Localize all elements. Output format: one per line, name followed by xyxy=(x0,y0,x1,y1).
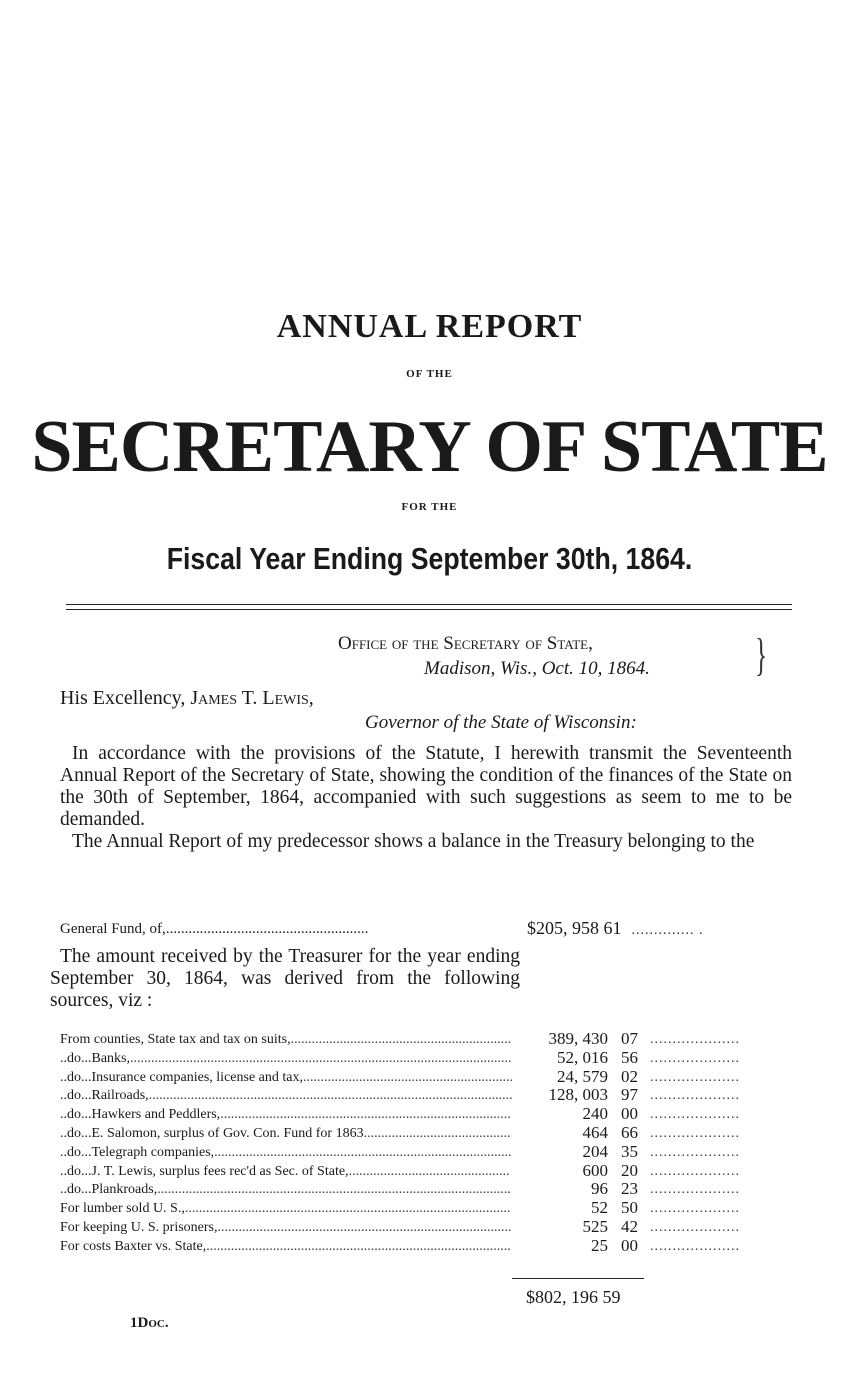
leader-dots: .................... xyxy=(650,1088,740,1104)
leader-dots: ............................................................ xyxy=(302,1069,513,1085)
receipt-cents: 35 xyxy=(621,1141,638,1161)
addressee-title: Governor of the State of Wisconsin: xyxy=(365,712,637,733)
receipt-dollars: 204 xyxy=(582,1141,608,1161)
receipt-cents: 23 xyxy=(621,1179,638,1199)
receipt-dollars: 24, 579 xyxy=(557,1066,608,1086)
leader-dots: .................... xyxy=(650,1032,740,1047)
receipt-amount xyxy=(520,1085,638,1105)
title-secretary-of-state: SECRETARY OF STATE xyxy=(31,406,828,488)
leader-dots: ...................................................... xyxy=(165,921,369,937)
receipt-dollars: 389, 430 xyxy=(548,1029,608,1048)
leader-dots: ..................................................................................... xyxy=(214,1144,512,1160)
receipt-label-text: ..do...E. Salomon, surplus of Gov. Con. Fund for 1863 xyxy=(60,1126,364,1141)
receipt-cents: 02 xyxy=(621,1066,638,1086)
receipt-amount xyxy=(520,1123,638,1143)
leader-dots: .................... xyxy=(650,1220,740,1235)
receipt-cents: 07 xyxy=(621,1029,638,1048)
leader-dots: .................... xyxy=(650,1182,740,1198)
brace-mark: } xyxy=(754,629,768,680)
receipt-amount xyxy=(520,1029,638,1049)
receipt-label xyxy=(60,1220,512,1236)
receipt-cents: 00 xyxy=(621,1104,638,1124)
receipt-cents: 50 xyxy=(621,1198,638,1218)
receipt-dollars: 464 xyxy=(582,1123,608,1142)
receipt-dollars: 240 xyxy=(582,1104,608,1124)
leader-dots: ............................................................................................................. xyxy=(130,1050,512,1066)
receipt-label xyxy=(60,1088,513,1104)
leader-dots: .................... xyxy=(650,1050,740,1066)
general-fund-amount-text: $205, 958 61 xyxy=(527,918,622,938)
addressee-name: James T. Lewis, xyxy=(190,687,314,709)
receipt-amount xyxy=(520,1161,638,1181)
salutation-prefix: His Excellency, xyxy=(60,687,191,709)
receipt-label xyxy=(60,1239,511,1255)
leader-dots: .................... xyxy=(650,1126,740,1141)
receipt-label xyxy=(60,1182,511,1198)
receipt-amount xyxy=(520,1142,638,1162)
title-annual-report: ANNUAL REPORT xyxy=(276,308,583,345)
total-amount: $802, 196 59 xyxy=(526,1287,621,1307)
place-date-line xyxy=(424,658,650,680)
leader-dots: .............................................. xyxy=(348,1163,510,1179)
receipt-label-text: ..do...Railroads, xyxy=(60,1088,149,1104)
receipt-amount xyxy=(520,1104,638,1124)
paragraph-2: The Annual Report of my predecessor shows a balance in the Treasury belonging to the xyxy=(72,831,755,852)
receipt-label xyxy=(60,1070,513,1086)
receipt-cents: 56 xyxy=(621,1047,638,1067)
receipt-amount xyxy=(520,1217,638,1237)
received-text: The amount received by the Treasurer for the year ending September 30, 1864, was derived from the following sources, viz : xyxy=(50,946,520,1011)
receipt-cents: 20 xyxy=(621,1160,638,1180)
leader-dots: ..................................................................................................... xyxy=(157,1182,511,1198)
receipt-label-text: ..do...Hawkers and Peddlers, xyxy=(60,1107,221,1123)
general-fund-label xyxy=(60,921,368,938)
leader-dots: .......................................... xyxy=(363,1126,511,1141)
receipt-amount xyxy=(520,1067,638,1087)
receipt-label-text: ..do...Plankroads, xyxy=(60,1182,158,1198)
title-fiscal-year: Fiscal Year Ending September 30th, 1864. xyxy=(166,541,693,576)
header-rule-top xyxy=(66,604,792,605)
receipt-label xyxy=(60,1164,510,1180)
receipt-label xyxy=(60,1126,511,1142)
receipt-dollars: 96 xyxy=(591,1179,608,1199)
title-of-the: OF THE xyxy=(406,368,453,380)
leader-dots: .................... xyxy=(650,1144,740,1160)
header-rule-bottom xyxy=(66,609,792,610)
receipt-label xyxy=(60,1145,512,1161)
receipt-cents: 42 xyxy=(621,1217,638,1236)
receipt-label-text: From counties, State tax and tax on suits, xyxy=(60,1032,291,1047)
leader-dots: .................... xyxy=(650,1163,740,1179)
general-fund-amount xyxy=(527,918,704,939)
received-paragraph xyxy=(50,946,520,1012)
salutation xyxy=(60,687,314,710)
receipt-label-text: ..do...Insurance companies, license and tax, xyxy=(60,1069,303,1085)
receipt-label-text: For lumber sold U. S., xyxy=(60,1201,185,1217)
leader-dots: ....................................................................................... xyxy=(206,1238,511,1254)
receipt-label-text: For costs Baxter vs. State, xyxy=(60,1238,207,1254)
leader-dots: ............................................................... xyxy=(290,1032,512,1047)
receipt-dollars: 128, 003 xyxy=(548,1085,608,1105)
receipt-amount xyxy=(520,1236,638,1256)
receipt-cents: 00 xyxy=(621,1235,638,1255)
paragraph-1: In accordance with the provisions of the Statute, I herewith transmit the Seventeenth Annual Report of the Secretary of State, showing the condition of the finances of the State on the 30th of September, 1864, accompanied with such suggestions as seem to me to be demanded. xyxy=(60,743,792,830)
leader-dots: .................... xyxy=(650,1107,740,1123)
general-fund-text: General Fund, of, xyxy=(60,921,166,937)
receipt-cents: 66 xyxy=(621,1123,638,1142)
receipt-label-text: ..do...Banks, xyxy=(60,1050,130,1066)
place-date-text: Madison, Wis., Oct. 10, 1864. xyxy=(424,658,650,679)
receipt-label-text: ..do...J. T. Lewis, surplus fees rec'd as Sec. of State, xyxy=(60,1163,349,1179)
receipt-dollars: 52, 016 xyxy=(557,1047,608,1067)
leader-dots: ........................................................................................................ xyxy=(148,1088,513,1104)
receipt-amount xyxy=(520,1198,638,1218)
total-rule xyxy=(512,1278,644,1279)
receipt-dollars: 600 xyxy=(582,1160,608,1180)
leader-dots: .................... xyxy=(650,1069,740,1085)
receipt-dollars: 25 xyxy=(591,1235,608,1255)
leader-dots: .............. . xyxy=(631,923,704,938)
receipt-amount xyxy=(520,1048,638,1068)
doc-mark: 1Doc. xyxy=(130,1315,169,1331)
leader-dots: ................................................................................... xyxy=(220,1107,511,1123)
receipt-label-text: For keeping U. S. prisoners, xyxy=(60,1220,218,1235)
leader-dots: .................................................................................... xyxy=(217,1220,512,1235)
receipt-dollars: 525 xyxy=(582,1217,608,1236)
receipt-label xyxy=(60,1051,512,1067)
receipt-amount xyxy=(520,1179,638,1199)
office-line: Office of the Secretary of State, xyxy=(338,633,593,654)
title-for-the: FOR THE xyxy=(401,501,458,513)
receipt-label-text: ..do...Telegraph companies, xyxy=(60,1144,215,1160)
leader-dots: ............................................................................................. xyxy=(184,1201,511,1217)
leader-dots: .................... xyxy=(650,1201,740,1217)
leader-dots: .................... xyxy=(650,1238,740,1254)
receipt-dollars: 52 xyxy=(591,1198,608,1218)
receipt-label xyxy=(60,1107,511,1123)
receipt-label xyxy=(60,1032,511,1048)
letter-body xyxy=(60,743,792,853)
receipt-label xyxy=(60,1201,510,1217)
receipt-cents: 97 xyxy=(621,1085,638,1105)
